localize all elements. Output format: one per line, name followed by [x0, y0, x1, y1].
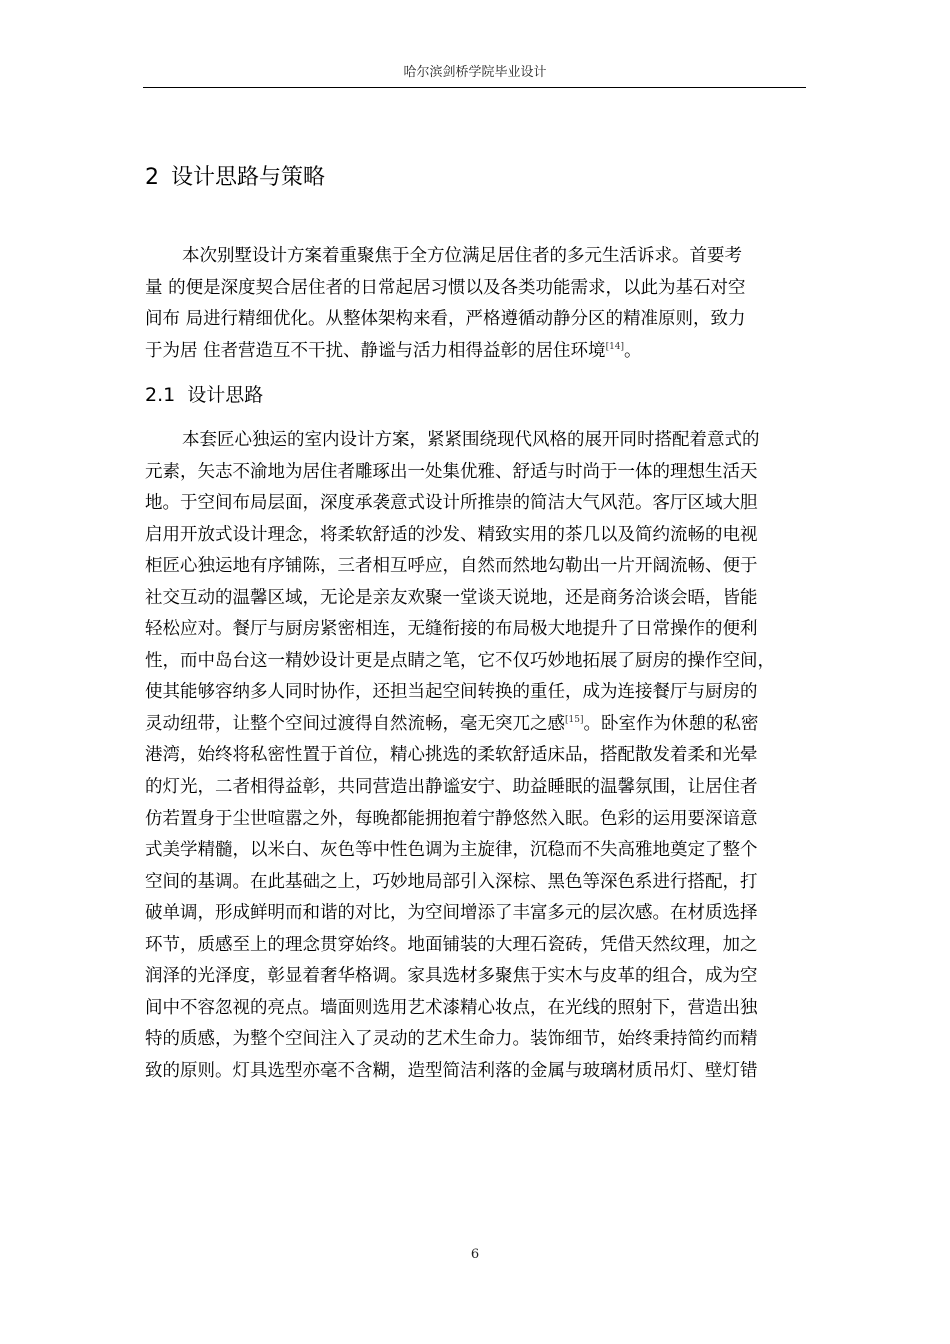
body-line: 间中不容忽视的亮点。墙面则选用艺术漆精心妆点，在光线的照射下，营造出独	[145, 997, 758, 1018]
section-heading	[145, 379, 263, 411]
body-line: 地。于空间布局层面，深度承袭意式设计所推崇的简洁大气风范。客厅区域大胆	[145, 493, 758, 514]
intro-paragraph	[145, 241, 808, 367]
body-line: 使其能够容纳多人同时协作，还担当起空间转换的重任，成为连接餐厅与厨房的	[145, 682, 758, 703]
body-line: 空间的基调。在此基础之上，巧妙地局部引入深棕、黑色等深色系进行搭配，打	[145, 871, 758, 892]
body-line: 轻松应对。餐厅与厨房紧密相连，无缝衔接的布局极大地提升了日常操作的便利	[145, 619, 758, 640]
intro-line-text: 于为居 住者营造互不干扰、静谧与活力相得益彰的居住环境	[145, 340, 606, 361]
intro-line-last	[145, 336, 808, 368]
body-line: 破单调，形成鲜明而和谐的对比，为空间增添了丰富多元的层次感。在材质选择	[145, 903, 758, 924]
body-line: 特的质感，为整个空间注入了灵动的艺术生命力。装饰细节，始终秉持简约而精	[145, 1029, 758, 1050]
intro-line-tail: 。	[624, 340, 642, 361]
body-line: 元素，矢志不渝地为居住者雕琢出一处集优雅、舒适与时尚于一体的理想生活天	[145, 461, 758, 482]
citation-14: [14]	[605, 341, 625, 352]
header-divider	[143, 87, 806, 88]
section-title: 设计思路	[187, 384, 264, 406]
body-line: 式美学精髓，以米白、灰色等中性色调为主旋律，沉稳而不失高雅地奠定了整个	[145, 840, 758, 861]
page-number: 6	[470, 1247, 480, 1262]
body-line: 环节，质感至上的理念贯穿始终。地面铺装的大理石瓷砖，凭借天然纹理，加之	[145, 934, 758, 955]
section-number: 2.1	[145, 384, 176, 406]
body-line: 性，而中岛台这一精妙设计更是点睛之笔，它不仅巧妙地拓展了厨房的操作空间，	[145, 650, 775, 671]
body-line: 启用开放式设计理念，将柔软舒适的沙发、精致实用的茶几以及简约流畅的电视	[145, 524, 758, 545]
body-line-tail: 。卧室作为休憩的私密	[583, 713, 759, 734]
body-line: 仿若置身于尘世喧嚣之外，每晚都能拥抱着宁静悠然入眠。色彩的运用要深谙意	[145, 808, 758, 829]
body-line-text: 灵动纽带，让整个空间过渡得自然流畅，毫无突兀之感	[145, 713, 565, 734]
body-line-with-citation	[145, 709, 808, 741]
body-paragraph	[145, 425, 808, 1087]
body-line: 本套匠心独运的室内设计方案，紧紧围绕现代风格的展开同时搭配着意式的	[182, 430, 760, 450]
intro-line: 间布 局进行精细优化。从整体架构来看，严格遵循动静分区的精准原则，致力	[145, 309, 746, 330]
chapter-title: 设计思路与策略	[171, 165, 326, 190]
body-line: 社交互动的温馨区域，无论是亲友欢聚一堂谈天说地，还是商务洽谈会晤，皆能	[145, 587, 758, 608]
body-line: 港湾，始终将私密性置于首位，精心挑选的柔软舒适床品，搭配散发着柔和光晕	[145, 745, 758, 766]
chapter-number: 2	[145, 165, 159, 190]
body-line: 润泽的光泽度，彰显着奢华格调。家具选材多聚焦于实木与皮革的组合，成为空	[145, 966, 758, 987]
chapter-heading	[145, 160, 325, 196]
running-header: 哈尔滨剑桥学院毕业设计	[403, 65, 547, 80]
intro-line: 量 的便是深度契合居住者的日常起居习惯以及各类功能需求，以此为基石对空	[145, 277, 746, 298]
body-line: 致的原则。灯具选型亦毫不含糊，造型简洁利落的金属与玻璃材质吊灯、壁灯错	[145, 1060, 758, 1081]
citation-15: [15]	[565, 714, 584, 725]
intro-line: 本次别墅设计方案着重聚焦于全方位满足居住者的多元生活诉求。首要考	[182, 246, 742, 266]
body-line: 的灯光，二者相得益彰，共同营造出静谧安宁、助益睡眠的温馨氛围，让居住者	[145, 777, 758, 798]
body-line: 柜匠心独运地有序铺陈，三者相互呼应，自然而然地勾勒出一片开阔流畅、便于	[145, 556, 758, 577]
